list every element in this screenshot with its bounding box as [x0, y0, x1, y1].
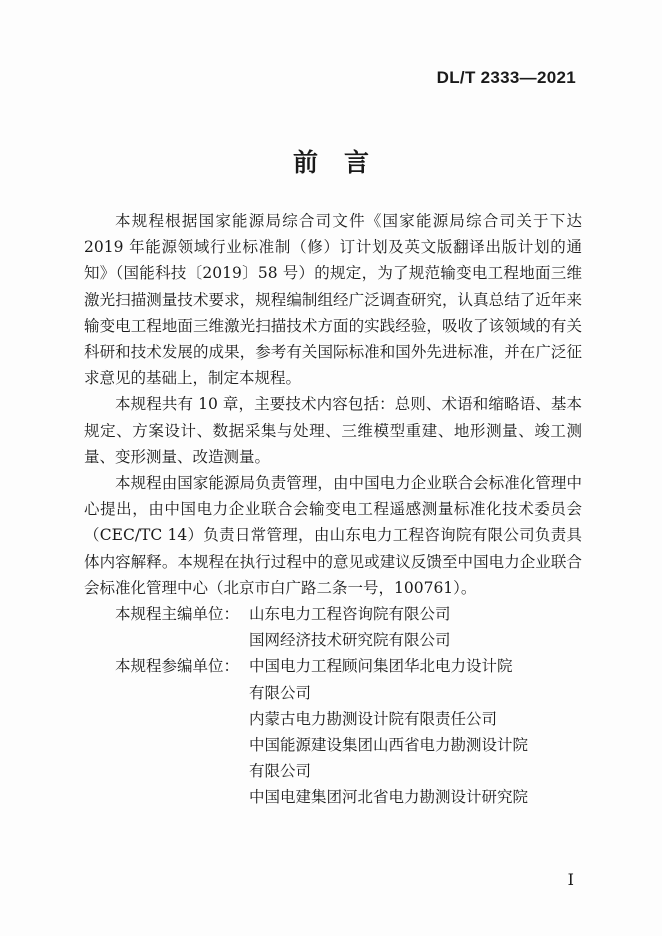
standard-code: DL/T 2333—2021: [436, 68, 576, 87]
paragraph-contents: 本规程共有 10 章，主要技术内容包括：总则、术语和缩略语、基本规定、方案设计、数据采集与处理、三维模型重建、地形测量、竣工测量、变形测量、改造测量。: [84, 395, 582, 466]
participating-unit-line: 中国电力工程顾问集团华北电力设计院: [249, 657, 513, 676]
paragraph-background: 本规程根据国家能源局综合司文件《国家能源局综合司关于下达 2019 年能源领域行业标准制（修）订计划及英文版翻译出版计划的通知》（国能科技〔2019〕58 号）的规定，为了规范输变电工程地面三维激光扫描测量技术要求，规程编制组经广泛调查研究，认真总结了近年来输变电工程地面三维激光扫描技术方面的实践经验，吸收了该领域的有关科研和技术发展的成果，参考有关国际标准和国外先进标准，并在广泛征求意见的基础上，制定本规程。: [84, 212, 582, 388]
participating-units-label: 本规程参编单位：: [115, 657, 240, 676]
participating-unit-line: 内蒙古电力勘测设计院有限责任公司: [249, 709, 498, 728]
page-title: 前言: [292, 148, 395, 177]
chief-units-section: [84, 601, 582, 653]
participating-unit-line: 中国电建集团河北省电力勘测设计研究院: [249, 788, 529, 807]
chief-units-list: [239, 601, 582, 653]
chief-unit-item: 山东电力工程咨询院有限公司: [249, 605, 451, 624]
preface-body: [84, 208, 582, 811]
paragraph-management: 本规程由国家能源局负责管理，由中国电力企业联合会标准化管理中心提出，由中国电力企业联合会输变电工程遥感测量标准化技术委员会（CEC/TC 14）负责日常管理，由山东电力工程咨询院有限公司负责具体内容解释。本规程在执行过程中的意见或建议反馈至中国电力企业联合会标准化管理中心（北京市白广路二条一号，100761）。: [84, 474, 582, 597]
participating-units-section: [84, 653, 582, 810]
participating-unit-line: 中国能源建设集团山西省电力勘测设计院: [249, 736, 529, 755]
chief-unit-item: 国网经济技术研究院有限公司: [249, 631, 451, 650]
participating-units-list: [239, 653, 582, 810]
chief-units-label: 本规程主编单位：: [115, 605, 240, 624]
page-number: I: [567, 870, 574, 889]
participating-unit-line: 有限公司: [249, 762, 312, 781]
participating-unit-line: 有限公司: [249, 683, 312, 702]
